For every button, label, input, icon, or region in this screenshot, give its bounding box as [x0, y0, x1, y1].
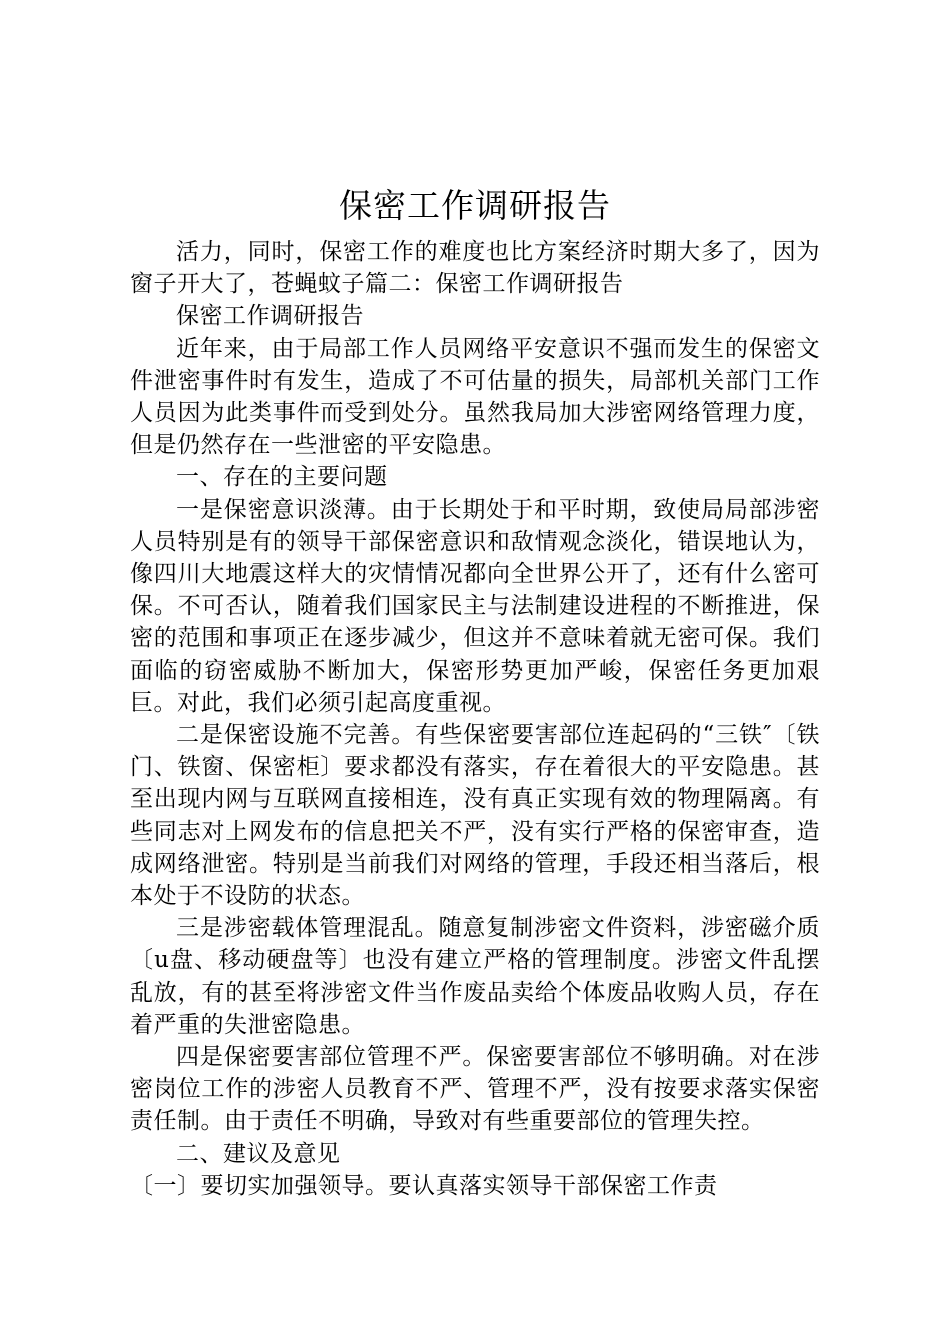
document-title: 保密工作调研报告	[339, 186, 611, 225]
paragraph: 三是涉密载体管理混乱。随意复制涉密文件资料，涉密磁介质〔u盘、移动硬盘等〕也没有建立严格的管理制度。涉密文件乱摆乱放，有的甚至将涉密文件当作废品卖给个体废品收购人员，存在着严重的失泄密隐患。	[130, 915, 820, 1038]
paragraph: 一是保密意识淡薄。由于长期处于和平时期，致使局局部涉密人员特别是有的领导干部保密意识和敌情观念淡化，错误地认为，像四川大地震这样大的灾情情况都向全世界公开了，还有什么密可保。不可否认，随着我们国家民主与法制建设进程的不断推进，保密的范围和事项正在逐步减少，但这并不意味着就无密可保。我们面临的窃密威胁不断加大，保密形势更加严峻，保密任务更加艰巨。对此，我们必须引起高度重视。	[130, 496, 820, 716]
paragraph: 四是保密要害部位管理不严。保密要害部位不够明确。对在涉密岗位工作的涉密人员教育不严、管理不严，没有按要求落实保密责任制。由于责任不明确，导致对有些重要部位的管理失控。	[130, 1044, 820, 1135]
document-page	[130, 178, 820, 1202]
subtitle-paragraph: 保密工作调研报告	[176, 303, 364, 330]
paragraph: 活力，同时，保密工作的难度也比方案经济时期大多了，因为窗子开大了，苍蝇蚊子篇二：保密工作调研报告	[130, 239, 820, 298]
paragraph: 二是保密设施不完善。有些保密要害部位连起码的“三铁″〔铁门、铁窗、保密柜〕要求都没有落实，存在着很大的平安隐患。甚至出现内网与互联网直接相连，没有真正实现有效的物理隔离。有些同志对上网发布的信息把关不严，没有实行严格的保密审查，造成网络泄密。特别是当前我们对网络的管理，手段还相当落后，根本处于不设防的状态。	[130, 722, 820, 910]
section-heading: 二、建议及意见	[176, 1140, 341, 1167]
section-heading: 一、存在的主要问题	[176, 464, 388, 491]
paragraph: 近年来，由于局部工作人员网络平安意识不强而发生的保密文件泄密事件时有发生，造成了不可估量的损失，局部机关部门工作人员因为此类事件而受到处分。虽然我局加大涉密网络管理力度，但是仍然存在一些泄密的平安隐患。	[130, 335, 820, 459]
paragraph: 〔一〕要切实加强领导。要认真落实领导干部保密工作责	[130, 1172, 718, 1199]
